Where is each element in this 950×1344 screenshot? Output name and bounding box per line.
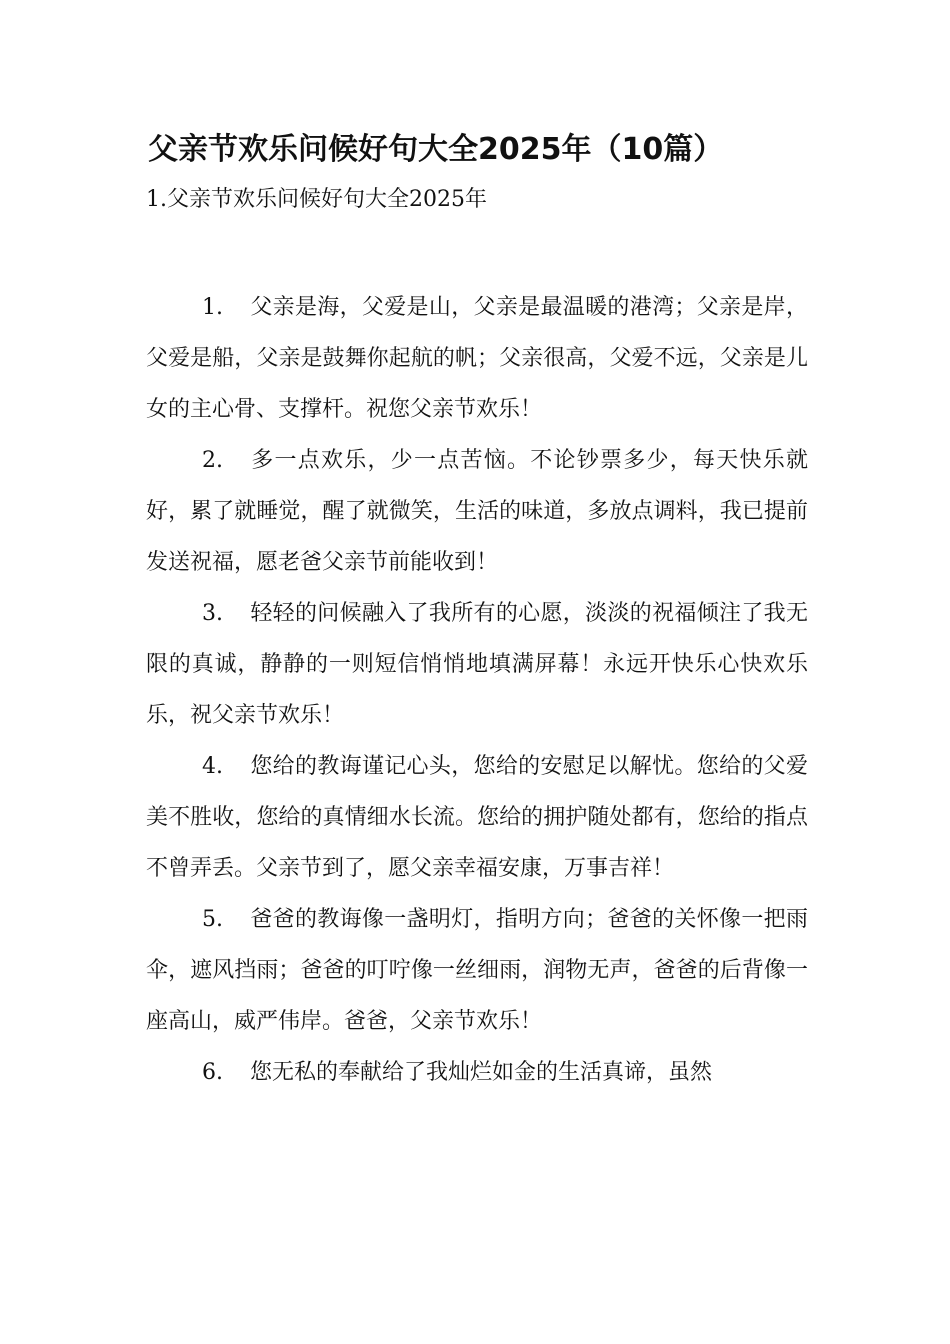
item-number: 6. bbox=[202, 1060, 223, 1085]
item-text: 多一点欢乐，少一点苦恼。不论钞票多少，每天快乐就好，累了就睡觉，醒了就微笑，生活的味道，多放点调料，我已提前发送祝福，愿老爸父亲节前能收到！ bbox=[146, 448, 808, 575]
item-text: 轻轻的问候融入了我所有的心愿，淡淡的祝福倾注了我无限的真诚，静静的一则短信悄悄地填满屏幕！永远开快乐心快欢乐乐，祝父亲节欢乐！ bbox=[146, 601, 808, 728]
list-item bbox=[146, 741, 808, 894]
section-heading: 1.父亲节欢乐问候好句大全2025年 bbox=[146, 187, 487, 212]
item-text: 您无私的奉献给了我灿烂如金的生活真谛，虽然 bbox=[250, 1060, 713, 1085]
document-title: 父亲节欢乐问候好句大全2025年（10篇） bbox=[148, 132, 724, 167]
list-item bbox=[146, 588, 808, 741]
list-item bbox=[146, 282, 808, 435]
list-item bbox=[146, 435, 808, 588]
item-number: 4. bbox=[202, 754, 223, 779]
item-text: 您给的教诲谨记心头，您给的安慰足以解忧。您给的父爱美不胜收，您给的真情细水长流。您给的拥护随处都有，您给的指点不曾弄丢。父亲节到了，愿父亲幸福安康，万事吉祥！ bbox=[146, 754, 808, 881]
item-number: 2. bbox=[202, 448, 223, 473]
item-number: 1. bbox=[202, 295, 223, 320]
list-item bbox=[146, 894, 808, 1047]
item-number: 3. bbox=[202, 601, 223, 626]
item-text: 爸爸的教诲像一盏明灯，指明方向；爸爸的关怀像一把雨伞，遮风挡雨；爸爸的叮咛像一丝细雨，润物无声，爸爸的后背像一座高山，威严伟岸。爸爸，父亲节欢乐！ bbox=[146, 907, 808, 1034]
item-number: 5. bbox=[202, 907, 223, 932]
greeting-list bbox=[146, 282, 808, 1098]
list-item bbox=[146, 1047, 808, 1098]
item-text: 父亲是海，父爱是山，父亲是最温暖的港湾；父亲是岸，父爱是船，父亲是鼓舞你起航的帆；父亲很高，父爱不远，父亲是儿女的主心骨、支撑杆。祝您父亲节欢乐！ bbox=[146, 295, 808, 422]
